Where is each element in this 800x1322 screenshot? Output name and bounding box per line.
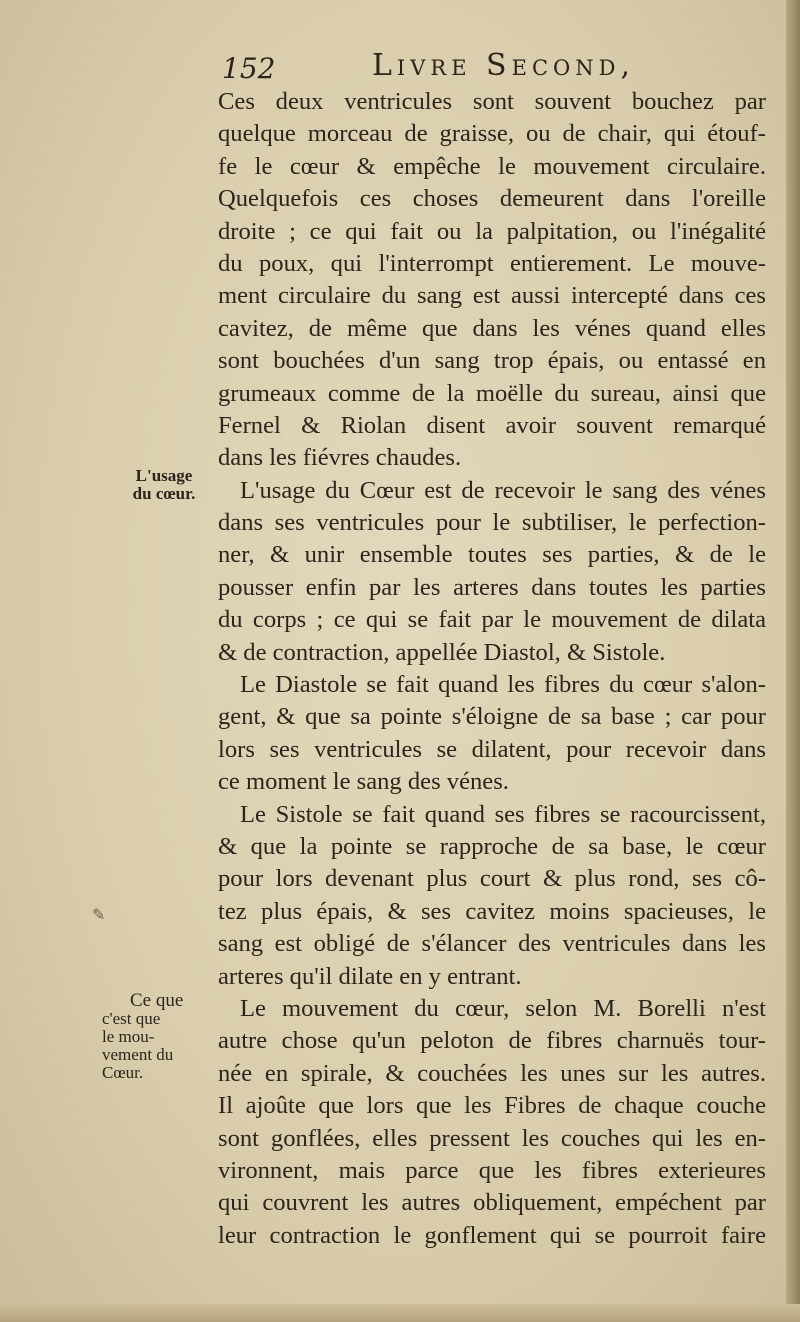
body-text — [218, 86, 766, 1252]
text-line: gent, & que sa pointe s'éloigne de sa base ; car pour — [218, 703, 766, 731]
text-line: & de contraction, appellée Diastol, & Sistole. — [218, 638, 666, 666]
running-title: Livre Second, — [372, 48, 635, 83]
margin-note-line: c'est que — [102, 1009, 161, 1028]
text-line: cavitez, de même que dans les vénes quand elles — [218, 314, 766, 342]
text-line: qui couvrent les autres obliquement, empéchent par — [218, 1189, 766, 1217]
text-line: dans les fiévres chaudes. — [218, 444, 462, 472]
text-line: droite ; ce qui fait ou la palpitation, ou l'inégalité — [218, 217, 766, 245]
text-line: pour lors devenant plus court & plus rond, ses cô- — [218, 865, 766, 893]
text-line: ce moment le sang des vénes. — [218, 768, 509, 796]
text-line: grumeaux comme de la moëlle du sureau, ainsi que — [218, 379, 766, 407]
text-line: vironnent, mais parce que les fibres exterieures — [218, 1156, 766, 1184]
text-line: tez plus épais, & ses cavitez moins spacieuses, le — [218, 897, 766, 925]
text-line: Le Diastole se fait quand les fibres du cœur s'alon- — [240, 671, 766, 699]
text-line: Fernel & Riolan disent avoir souvent remarqué — [218, 411, 766, 439]
text-line: quelque morceau de graisse, ou de chair, qui étouf- — [218, 120, 766, 148]
text-line: L'usage du Cœur est de recevoir le sang des vénes — [240, 476, 766, 504]
page-edge — [786, 0, 800, 1322]
text-line: Ces deux ventricules sont souvent bouchez par — [218, 88, 766, 115]
text-line: dans ses ventricules pour le subtiliser, le perfection- — [218, 509, 766, 537]
margin-note-line: L'usage — [135, 466, 193, 485]
text-line: Le mouvement du cœur, selon M. Borelli n'est — [240, 994, 766, 1022]
text-line: fe le cœur & empêche le mouvement circulaire. — [218, 152, 766, 180]
text-line: leur contraction le gonflement qui se pourroit faire — [218, 1221, 766, 1249]
page-header — [222, 48, 762, 88]
text-line: lors ses ventricules se dilatent, pour recevoir dans — [218, 735, 766, 763]
text-line: du poux, qui l'interrompt entierement. Le mouve- — [218, 249, 766, 277]
page-bottom-edge — [0, 1304, 800, 1322]
text-line: arteres qu'il dilate en y entrant. — [218, 962, 522, 990]
text-line: du corps ; ce qui se fait par le mouvement de dilata — [218, 606, 766, 634]
text-line: ment circulaire du sang est aussi intercepté dans ces — [218, 282, 766, 310]
margin-note-line: vement du — [102, 1045, 174, 1064]
text-line: sont gonflées, elles pressent les couches qui les en- — [218, 1124, 766, 1152]
text-line: ner, & unir ensemble toutes ses parties, & de le — [218, 541, 766, 569]
text-line: Il ajoûte que lors que les Fibres de chaque couche — [218, 1092, 766, 1120]
text-line: sont bouchées d'un sang trop épais, ou entassé en — [218, 347, 766, 375]
margin-note-line: Ce que — [130, 990, 184, 1011]
margin-note-line: Cœur. — [102, 1063, 144, 1082]
page-number: 152 — [222, 52, 276, 85]
margin-note-what-is — [102, 992, 212, 1082]
text-line: Quelquefois ces choses demeurent dans l'oreille — [218, 185, 766, 213]
margin-note-usage — [124, 467, 204, 503]
text-line: née en spirale, & couchées les unes sur les autres. — [218, 1059, 766, 1087]
text-line: pousser enfin par les arteres dans toutes les parties — [218, 573, 766, 601]
text-line: & que la pointe se rapproche de sa base, le cœur — [218, 832, 766, 860]
text-line: autre chose qu'un peloton de fibres charnuës tour- — [218, 1027, 766, 1055]
ink-mark: ✎ — [92, 905, 106, 924]
text-line: sang est obligé de s'élancer des ventricules dans les — [218, 930, 766, 958]
margin-note-line: le mou- — [102, 1027, 155, 1046]
margin-note-line: du cœur. — [132, 484, 196, 503]
text-line: Le Sistole se fait quand ses fibres se racourcissent, — [240, 800, 766, 828]
